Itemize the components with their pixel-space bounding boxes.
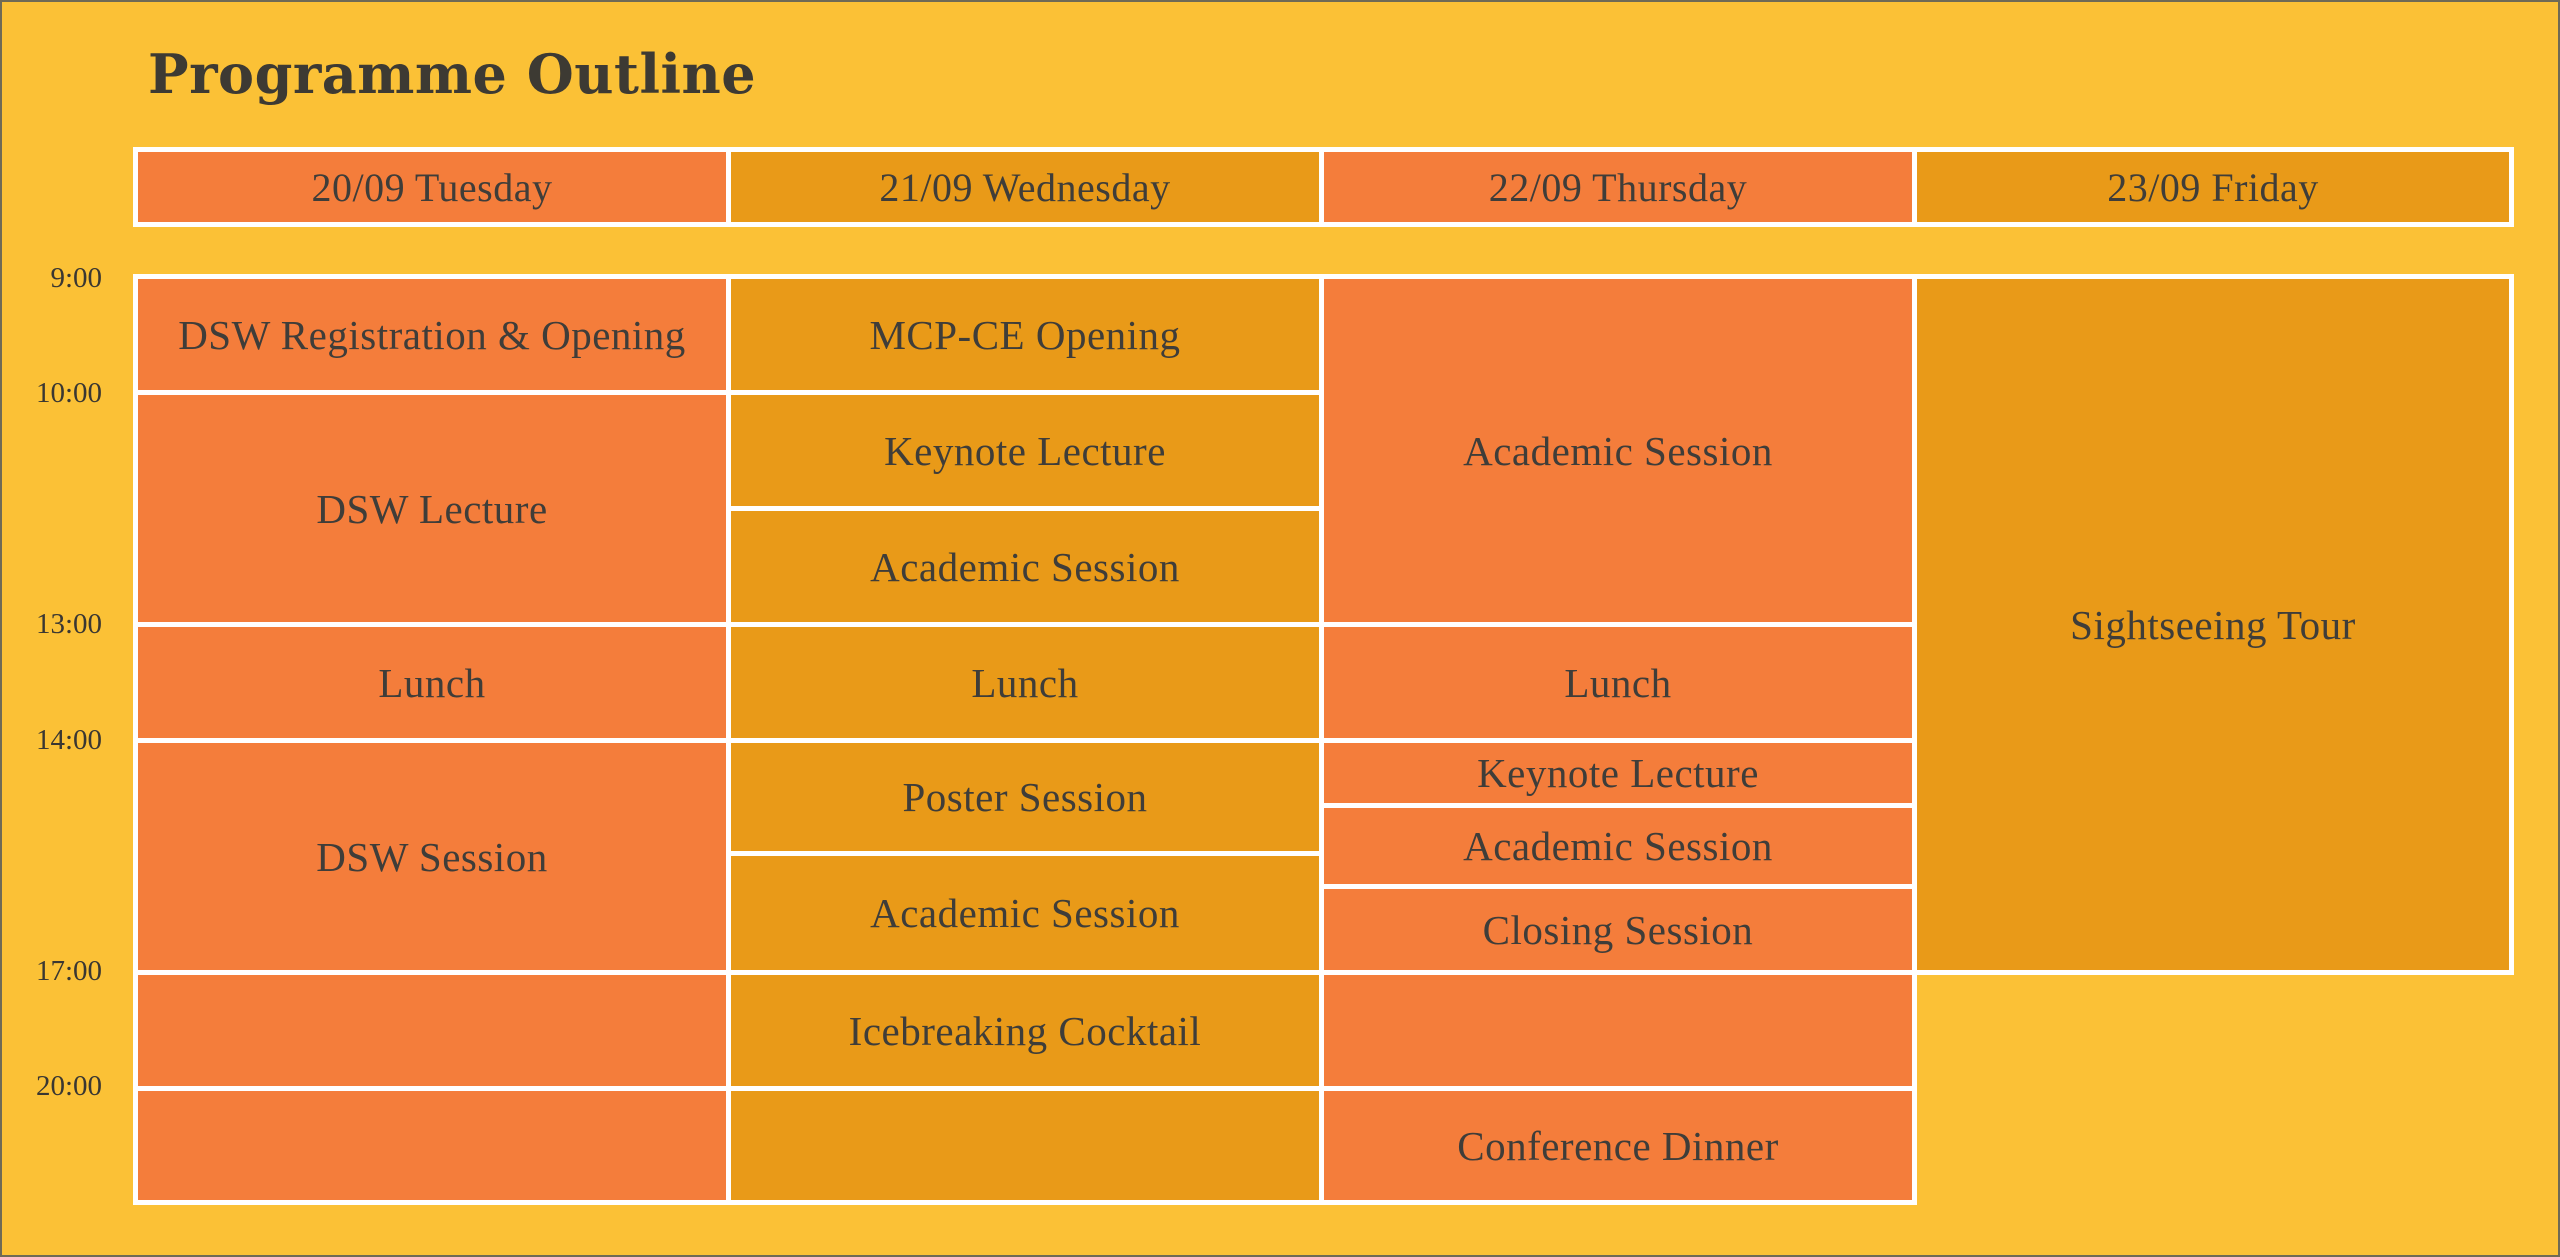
day-header-thursday: 22/09 Thursday [1319, 147, 1917, 227]
session-block: Lunch [1319, 622, 1917, 743]
session-block: Academic Session [726, 851, 1324, 975]
session-block: Icebreaking Cocktail [726, 970, 1324, 1091]
session-block: Conference Dinner [1319, 1086, 1917, 1205]
session-block: DSW Lecture [133, 390, 731, 627]
session-block: Lunch [726, 622, 1324, 743]
session-block [726, 1086, 1324, 1205]
session-block: Keynote Lecture [1319, 738, 1917, 808]
time-label: 9:00 [50, 262, 102, 294]
session-block: DSW Session [133, 738, 731, 975]
session-block: Poster Session [726, 738, 1324, 856]
session-block: DSW Registration & Opening [133, 274, 731, 395]
time-label: 14:00 [35, 724, 102, 756]
session-block: Closing Session [1319, 884, 1917, 975]
page-title: Programme Outline [148, 42, 757, 106]
session-block: Lunch [133, 622, 731, 743]
day-header-tuesday: 20/09 Tuesday [133, 147, 731, 227]
session-block [133, 970, 731, 1091]
session-block: Academic Session [726, 506, 1324, 627]
session-block: Academic Session [1319, 803, 1917, 889]
session-block: Sightseeing Tour [1912, 274, 2514, 975]
time-label: 20:00 [35, 1070, 102, 1102]
session-block: Academic Session [1319, 274, 1917, 627]
time-label: 17:00 [35, 955, 102, 987]
time-label: 10:00 [35, 377, 102, 409]
session-block [133, 1086, 731, 1205]
session-block: MCP-CE Opening [726, 274, 1324, 395]
session-block: Keynote Lecture [726, 390, 1324, 511]
day-header-wednesday: 21/09 Wednesday [726, 147, 1324, 227]
session-block [1319, 970, 1917, 1091]
day-header-friday: 23/09 Friday [1912, 147, 2514, 227]
time-label: 13:00 [35, 608, 102, 640]
